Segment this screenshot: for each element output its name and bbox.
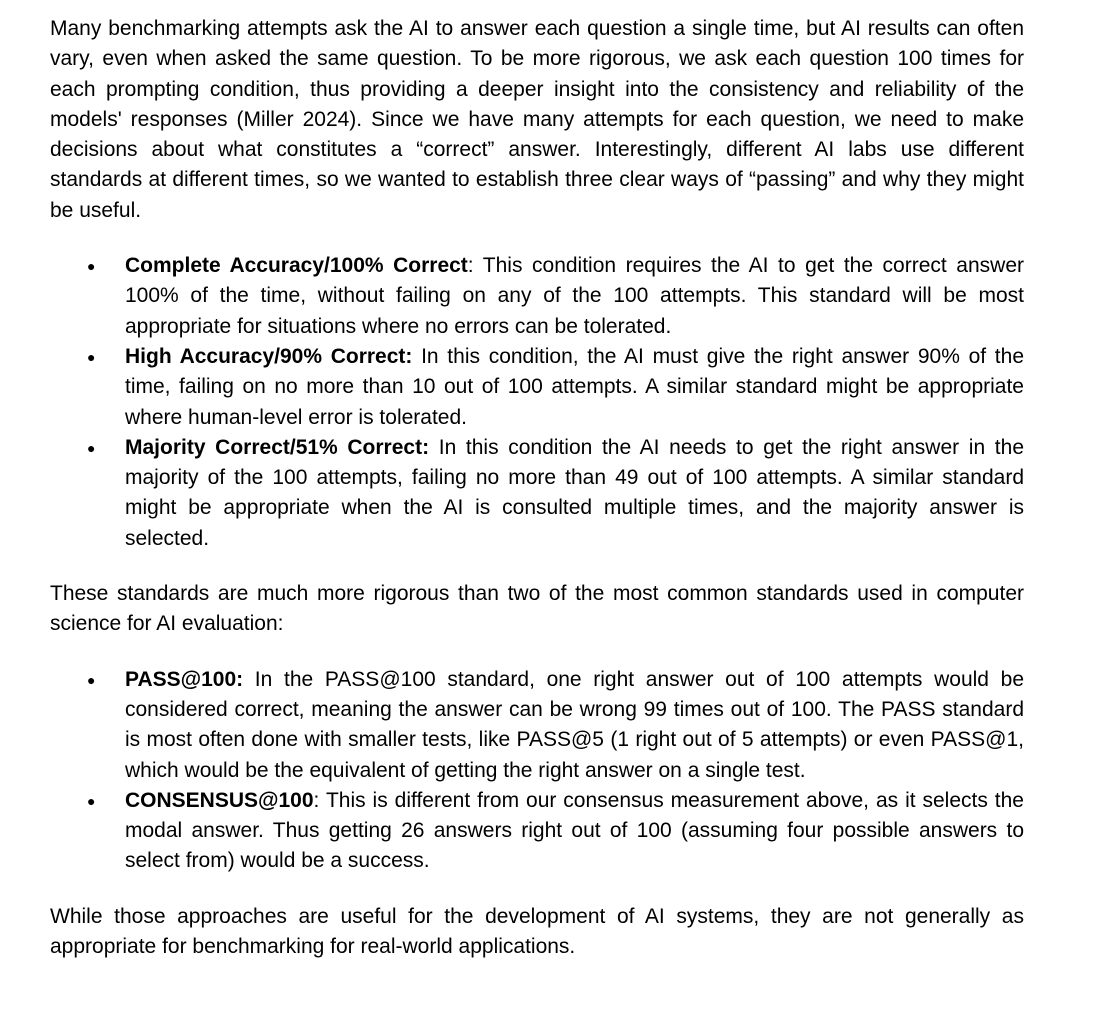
list-item-complete-accuracy <box>125 251 1024 342</box>
list-item-high-accuracy <box>125 342 1024 433</box>
intro-paragraph: Many benchmarking attempts ask the AI to answer each question a single time, but AI results can often vary, even when asked the same question. To be more rigorous, we ask each question 100 times for each prompting condition, thus providing a deeper insight into the consistency and reliability of the models' responses (Miller 2024). Since we have many attempts for each question, we need to make decisions about what constitutes a “correct” answer. Interestingly, different AI labs use different standards at different times, so we wanted to establish three clear ways of “passing” and why they might be useful. <box>50 17 1024 222</box>
desc-complete-accuracy: : This condition requires the AI to get the correct answer 100% of the time, without failing on any of the 100 attempts. This standard will be most appropriate for situations where no errors can be tolerated. <box>125 254 1024 338</box>
list-item-consensus-100 <box>125 786 1024 877</box>
desc-consensus-100: : This is different from our consensus measurement above, as it selects the modal answer. Thus getting 26 answers right out of 100 (assuming four possible answers to select from) would be a success. <box>125 788 1024 873</box>
standards-list <box>50 251 1024 554</box>
document-body <box>50 14 1024 962</box>
desc-pass-100: In the PASS@100 standard, one right answer out of 100 attempts would be considered correct, meaning the answer can be wrong 99 times out of 100. The PASS standard is most often done with smaller tests, like PASS@5 (1 right out of 5 attempts) or even PASS@1, which would be the equivalent of getting the right answer on a single test. <box>125 667 1024 782</box>
term-majority-correct: Majority Correct/51% Correct: <box>125 435 430 459</box>
term-consensus-100: CONSENSUS@100 <box>125 788 314 812</box>
list-item-majority-correct <box>125 433 1024 554</box>
conclusion-paragraph: While those approaches are useful for the development of AI systems, they are not generally as appropriate for benchmarking for real-world applications. <box>50 904 1024 959</box>
list-item-pass-100 <box>125 665 1024 786</box>
comparison-paragraph: These standards are much more rigorous than two of the most common standards used in computer science for AI evaluation: <box>50 582 1024 636</box>
term-high-accuracy: High Accuracy/90% Correct: <box>125 344 413 368</box>
cs-standards-list <box>50 665 1024 877</box>
term-pass-100: PASS@100: <box>125 667 244 691</box>
desc-high-accuracy: In this condition, the AI must give the right answer 90% of the time, failing on no more than 10 out of 100 attempts. A similar standard might be appropriate where human-level error is tolerated. <box>125 344 1024 429</box>
term-complete-accuracy: Complete Accuracy/100% Correct <box>125 254 468 278</box>
desc-majority-correct: In this condition the AI needs to get the right answer in the majority of the 100 attempts, failing no more than 49 out of 100 attempts. A similar standard might be appropriate when the AI is consulted multiple times, and the majority answer is selected. <box>125 435 1024 550</box>
